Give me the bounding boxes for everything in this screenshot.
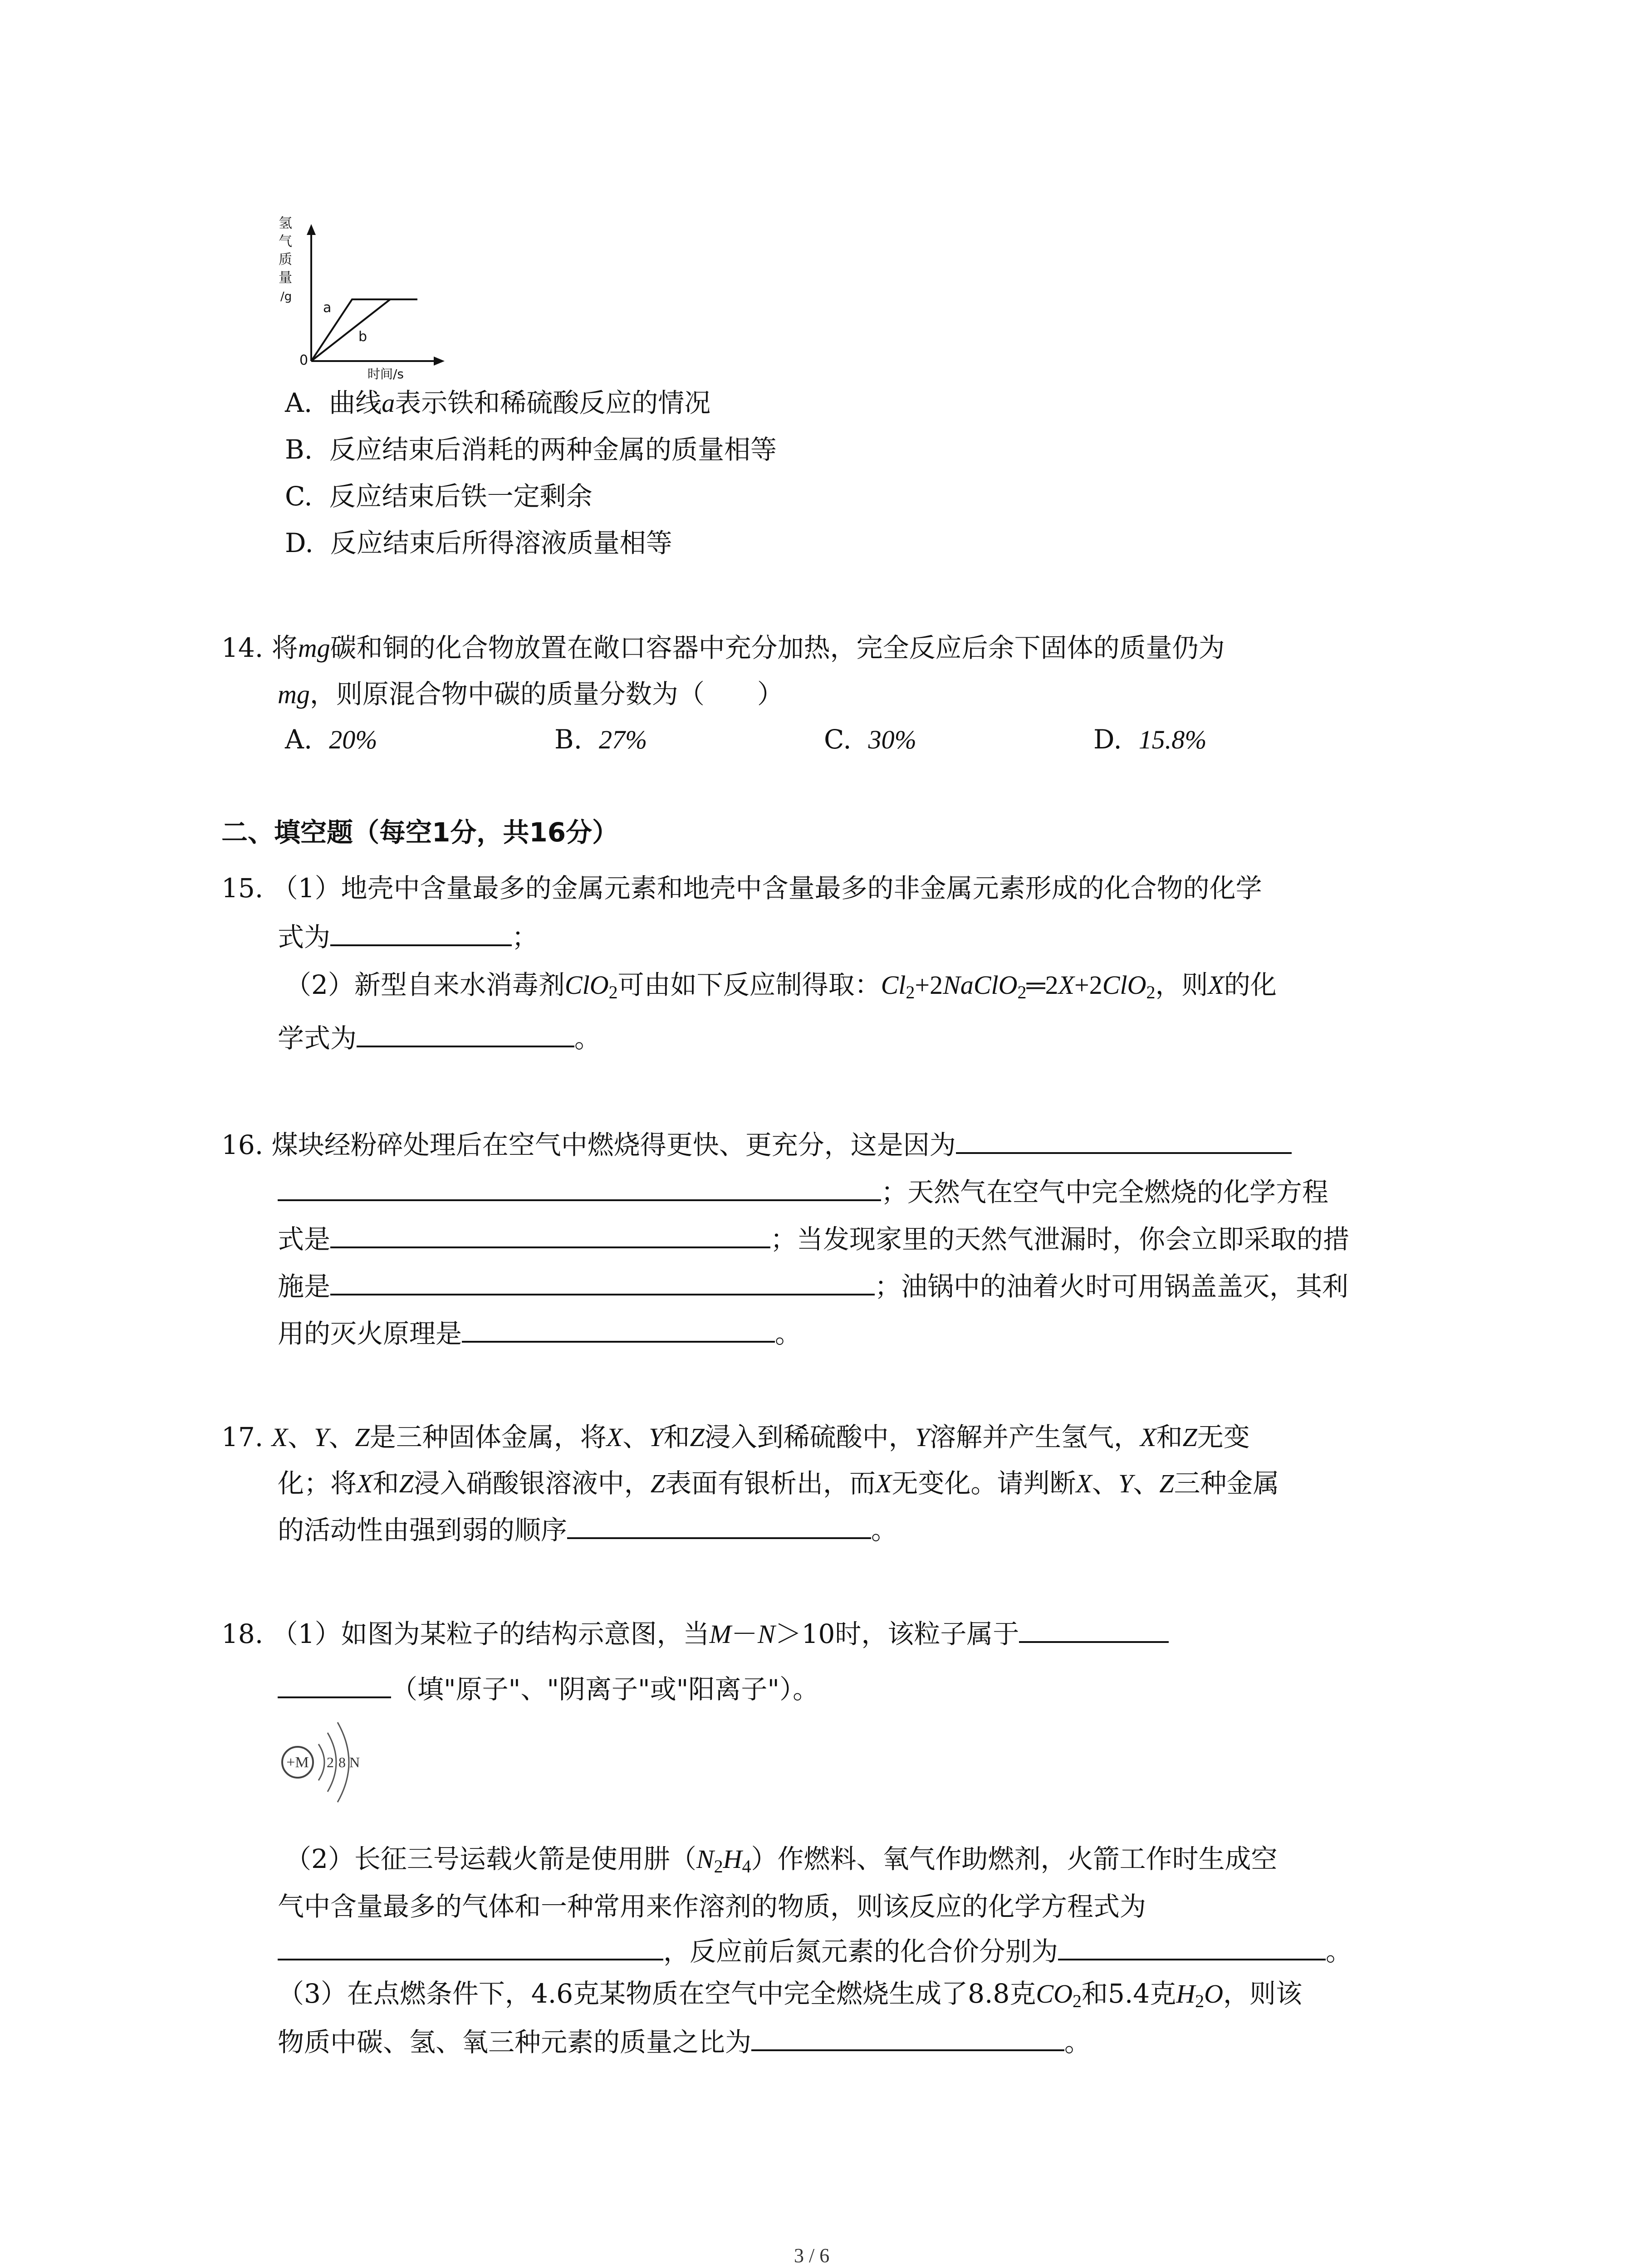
q16-line1: 16. 煤块经粉碎处理后在空气中燃烧得更快、更充分，这是因为 <box>221 1129 1292 1160</box>
q16-number: 16. <box>221 1129 264 1160</box>
nucleus-label: +M <box>286 1754 309 1771</box>
q15-blank-2[interactable] <box>357 1023 574 1047</box>
hydrogen-time-graph <box>272 213 454 386</box>
graph-x-arrow <box>434 357 445 366</box>
q14-line1: 14. 将mg碳和铜的化合物放置在敞口容器中充分加热，完全反应后余下固体的质量仍为 <box>221 632 1225 663</box>
q17-number: 17. <box>221 1422 264 1452</box>
q16-blank-1b[interactable] <box>278 1177 881 1201</box>
graph-origin: 0 <box>299 352 309 368</box>
q15-number: 15. <box>221 873 264 904</box>
q15-line4: 学式为 。 <box>278 1023 601 1054</box>
q16-line5: 用的灭火原理是 。 <box>278 1318 802 1349</box>
q13-option-b: B. 反应结束后消耗的两种金属的质量相等 <box>285 434 777 465</box>
section-2-title: 二、填空题（每空1分，共16分） <box>221 817 619 848</box>
q14-option-a: A. 20% <box>285 724 377 755</box>
q18-blank-3[interactable] <box>1058 1936 1326 1960</box>
q18-line6: （3）在点燃条件下，4.6克某物质在空气中完全燃烧生成了8.8克$CO_2$和5.4克$H_2O$，则该 <box>278 1978 1303 2011</box>
q15-line2: 式为 ； <box>278 922 539 953</box>
atom-structure-diagram <box>277 1712 386 1812</box>
q18-line7: 物质中碳、氢、氧三种元素的质量之比为 。 <box>278 2027 1091 2058</box>
q18-number: 18. <box>221 1618 264 1649</box>
q18-blank-1a[interactable] <box>1019 1618 1169 1643</box>
graph-curve-b-label: b <box>358 329 367 345</box>
q15-blank-1[interactable] <box>330 922 512 946</box>
graph-curve-a-label: a <box>323 300 332 316</box>
electron-shell-1 <box>318 1744 324 1780</box>
q14-option-b: B. 27% <box>554 724 647 755</box>
q17-blank[interactable] <box>567 1515 871 1539</box>
q15-line1: 15. （1）地壳中含量最多的金属元素和地壳中含量最多的非金属元素形成的化合物的化学 <box>221 873 1262 904</box>
q13-option-d: D. 反应结束后所得溶液质量相等 <box>285 528 672 558</box>
graph-y-label-4: 量 <box>279 270 292 286</box>
q16-blank-1a[interactable] <box>956 1129 1292 1154</box>
q14-number: 14. <box>221 632 264 663</box>
shell-3-electrons: N <box>349 1754 360 1770</box>
q18-blank-2[interactable] <box>278 1936 663 1960</box>
graph-x-label: 时间/s <box>367 367 404 381</box>
graph-y-label-5: /g <box>280 290 292 303</box>
q16-blank-4[interactable] <box>462 1318 775 1343</box>
graph-y-arrow <box>307 224 316 235</box>
q16-line4: 施是 ；油锅中的油着火时可用锅盖盖灭，其利 <box>278 1271 1349 1302</box>
shell-1-electrons: 2 <box>327 1754 334 1770</box>
q13-option-c: C. 反应结束后铁一定剩余 <box>285 481 593 512</box>
q18-line3: （2）长征三号运载火箭是使用肼$(N_2H_4)$作燃料、氧气作助燃剂，火箭工作时生成空 <box>285 1843 1278 1877</box>
q16-line2: ；天然气在空气中完全燃烧的化学方程 <box>278 1177 1328 1207</box>
graph-y-label-1: 氢 <box>279 215 292 231</box>
shell-2-electrons: 8 <box>338 1754 346 1770</box>
q18-blank-1b[interactable] <box>278 1674 391 1698</box>
q18-line2: （填"原子"、"阴离子"或"阳离子"）。 <box>278 1674 819 1705</box>
q16-line3: 式是 ；当发现家里的天然气泄漏时，你会立即采取的措 <box>278 1224 1350 1255</box>
q16-blank-2[interactable] <box>330 1224 770 1248</box>
q14-line2: mg，则原混合物中碳的质量分数为（ ） <box>278 679 784 709</box>
q15-line3: （2）新型自来水消毒剂ClO$_2$可由如下反应制得取：$Cl_2+2NaClO_2═2X+2ClO_2$，则X的化 <box>285 969 1277 1002</box>
q17-line1: 17. X、Y、Z是三种固体金属，将X、Y和Z浸入到稀硫酸中，Y溶解并产生氢气，X和Z无变 <box>221 1422 1250 1452</box>
q18-blank-4[interactable] <box>751 2027 1064 2051</box>
q13-option-a: A. 曲线a表示铁和稀硫酸反应的情况 <box>285 387 711 418</box>
q14-option-d: D. 15.8% <box>1093 724 1207 755</box>
q18-line4: 气中含量最多的气体和一种常用来作溶剂的物质，则该反应的化学方程式为 <box>278 1891 1146 1922</box>
q18-line1: 18. （1）如图为某粒子的结构示意图，当M－N＞10时，该粒子属于 <box>221 1618 1169 1650</box>
page-number: 3 / 6 <box>794 2244 830 2267</box>
graph-y-label-2: 气 <box>279 234 292 249</box>
graph-y-label-3: 质 <box>279 252 292 268</box>
q17-line3: 的活动性由强到弱的顺序 。 <box>278 1515 898 1545</box>
q14-option-c: C. 30% <box>824 724 916 755</box>
q16-blank-3[interactable] <box>330 1271 875 1295</box>
q17-line2: 化；将X和Z浸入硝酸银溶液中，Z表面有银析出，而X无变化。请判断X、Y、Z三种金属 <box>278 1468 1279 1499</box>
q18-line5: ，反应前后氮元素的化合价分别为 。 <box>278 1936 1352 1967</box>
